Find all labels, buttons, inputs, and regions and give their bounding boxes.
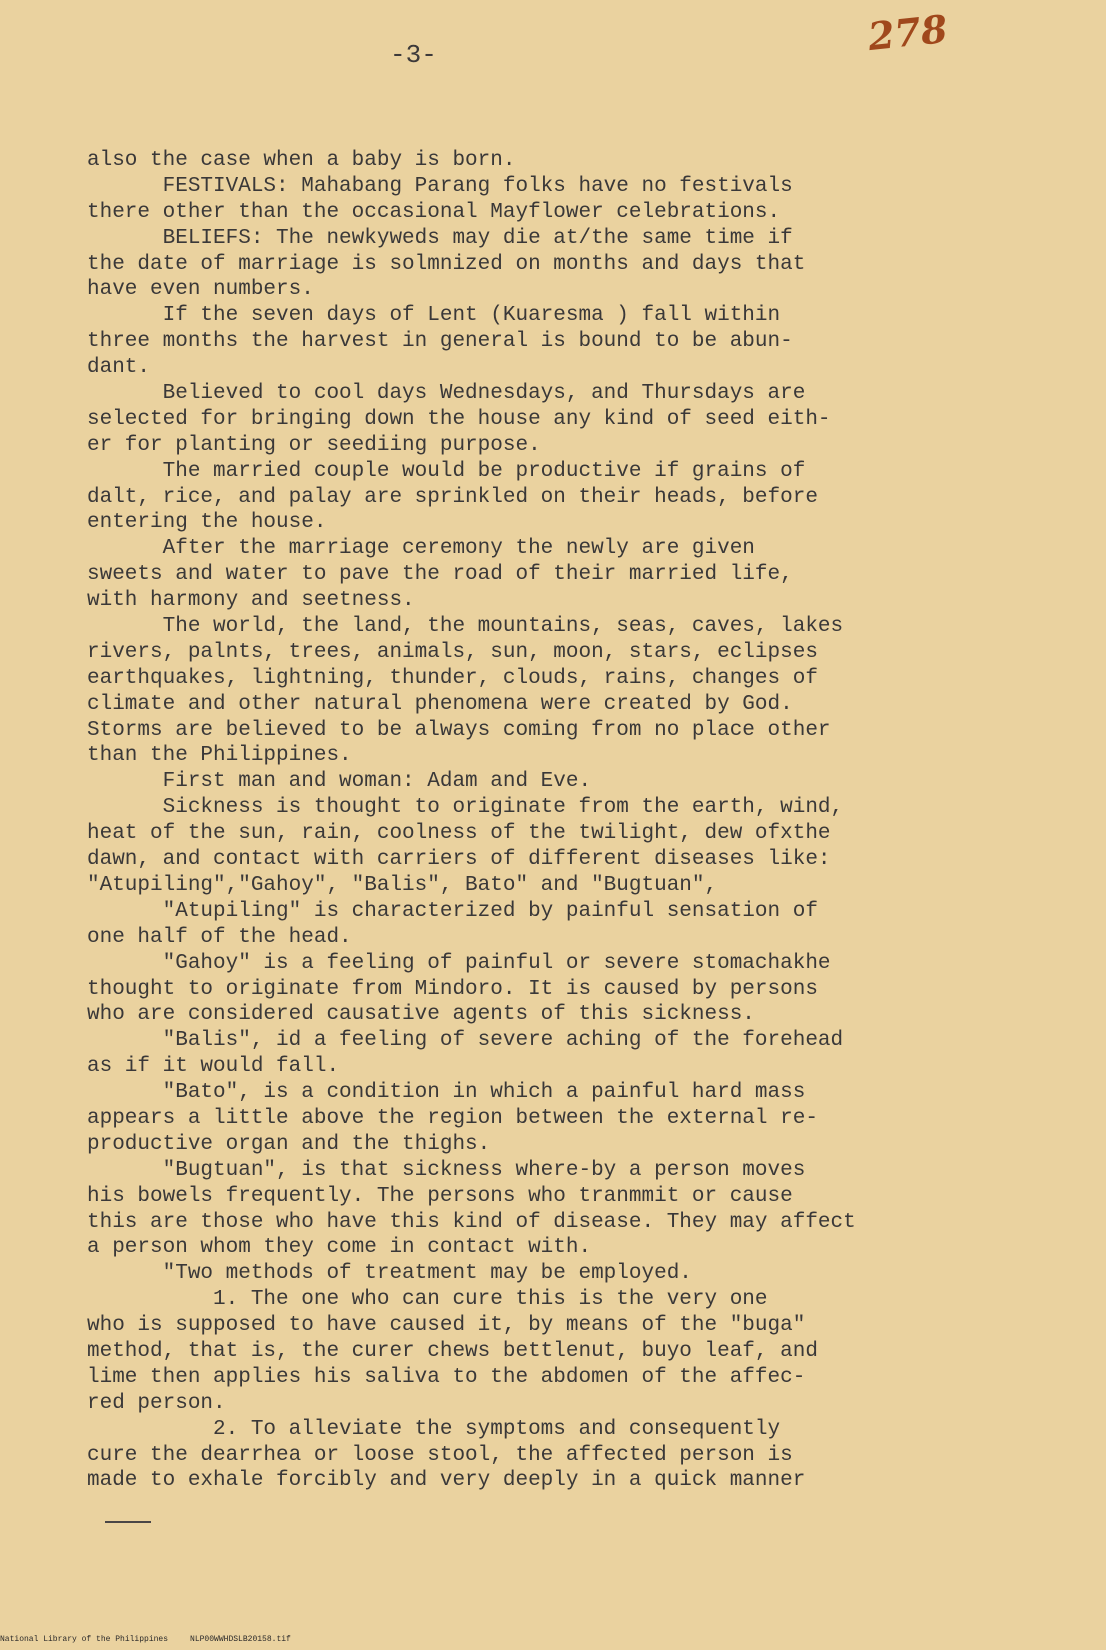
text-line: earthquakes, lightning, thunder, clouds, rains, changes of	[87, 666, 818, 690]
text-line: his bowels frequently. The persons who tranmmit or cause	[87, 1184, 793, 1208]
text-line: 1. The one who can cure this is the very one	[87, 1288, 768, 1312]
text-line: three months the harvest in general is bound to be abun-	[87, 330, 793, 354]
text-line: "Two methods of treatment may be employed.	[87, 1262, 692, 1286]
text-line: lime then applies his saliva to the abdomen of the affec-	[87, 1365, 806, 1389]
text-line: First man and woman: Adam and Eve.	[87, 770, 592, 794]
text-line: The married couple would be productive if grains of	[87, 459, 806, 483]
text-line: dant.	[87, 356, 151, 380]
text-line: also the case when a baby is born.	[87, 149, 516, 172]
text-line: "Gahoy" is a feeling of painful or severe stomachakhe	[87, 951, 831, 975]
text-line: appears a little above the region between the external re-	[87, 1106, 818, 1130]
text-line: climate and other natural phenomena were created by God.	[87, 692, 793, 716]
typewritten-body	[87, 148, 1087, 1494]
text-line: rivers, palnts, trees, animals, sun, moon, stars, eclipses	[87, 640, 818, 664]
scan-filename: NLP00WWHDSLB20158.tif	[190, 1635, 291, 1644]
text-line: cure the dearrhea or loose stool, the affected person is	[87, 1443, 793, 1467]
handwritten-page-number: 278	[865, 5, 950, 60]
scan-footer	[0, 1635, 313, 1644]
text-line: who is supposed to have caused it, by means of the "buga"	[87, 1314, 806, 1338]
text-line: productive organ and the thighs.	[87, 1132, 491, 1156]
closing-dash-mark	[105, 1521, 151, 1523]
text-line: "Bato", is a condition in which a painful hard mass	[87, 1081, 806, 1105]
typed-page-number: -3-	[390, 40, 437, 70]
text-line: sweets and water to pave the road of their married life,	[87, 563, 793, 587]
text-line: method, that is, the curer chews bettlenut, buyo leaf, and	[87, 1339, 818, 1363]
library-credit: National Library of the Philippines	[0, 1635, 169, 1644]
text-line: who are considered causative agents of this sickness.	[87, 1003, 755, 1027]
text-line: Sickness is thought to originate from the earth, wind,	[87, 796, 844, 820]
text-line: dawn, and contact with carriers of different diseases like:	[87, 848, 831, 872]
text-line: After the marriage ceremony the newly are given	[87, 537, 755, 561]
text-line: made to exhale forcibly and very deeply in a quick manner	[87, 1469, 806, 1493]
text-line: a person whom they come in contact with.	[87, 1236, 592, 1260]
text-line: "Atupiling","Gahoy", "Balis", Bato" and "Bugtuan",	[87, 873, 718, 897]
text-line: have even numbers.	[87, 278, 314, 302]
text-line: "Balis", id a feeling of severe aching of the forehead	[87, 1029, 844, 1053]
text-line: this are those who have this kind of disease. They may affect	[87, 1210, 856, 1234]
text-line: Storms are believed to be always coming from no place other	[87, 718, 831, 742]
text-line: BELIEFS: The newkyweds may die at/the same time if	[87, 226, 793, 250]
text-line: The world, the land, the mountains, seas, caves, lakes	[87, 615, 844, 639]
text-line: as if it would fall.	[87, 1055, 340, 1079]
text-line: selected for bringing down the house any kind of seed eith-	[87, 407, 831, 431]
text-line: Believed to cool days Wednesdays, and Thursdays are	[87, 382, 806, 406]
text-line: heat of the sun, rain, coolness of the twilight, dew ofxthe	[87, 822, 831, 846]
text-line: FESTIVALS: Mahabang Parang folks have no festivals	[87, 174, 793, 198]
text-line: 2. To alleviate the symptoms and consequently	[87, 1417, 781, 1441]
text-line: the date of marriage is solmnized on months and days that	[87, 252, 806, 276]
text-line: dalt, rice, and palay are sprinkled on their heads, before	[87, 485, 818, 509]
text-line: there other than the occasional Mayflower celebrations.	[87, 200, 781, 224]
text-line: "Atupiling" is characterized by painful sensation of	[87, 899, 818, 923]
text-line: entering the house.	[87, 511, 327, 535]
text-line: than the Philippines.	[87, 744, 352, 768]
text-line: one half of the head.	[87, 925, 352, 949]
text-line: thought to originate from Mindoro. It is caused by persons	[87, 977, 818, 1001]
text-line: with harmony and seetness.	[87, 589, 415, 613]
text-line: red person.	[87, 1391, 226, 1415]
text-line: "Bugtuan", is that sickness where-by a person moves	[87, 1158, 806, 1182]
text-line: er for planting or seediing purpose.	[87, 433, 541, 457]
text-line: If the seven days of Lent (Kuaresma ) fall within	[87, 304, 781, 328]
